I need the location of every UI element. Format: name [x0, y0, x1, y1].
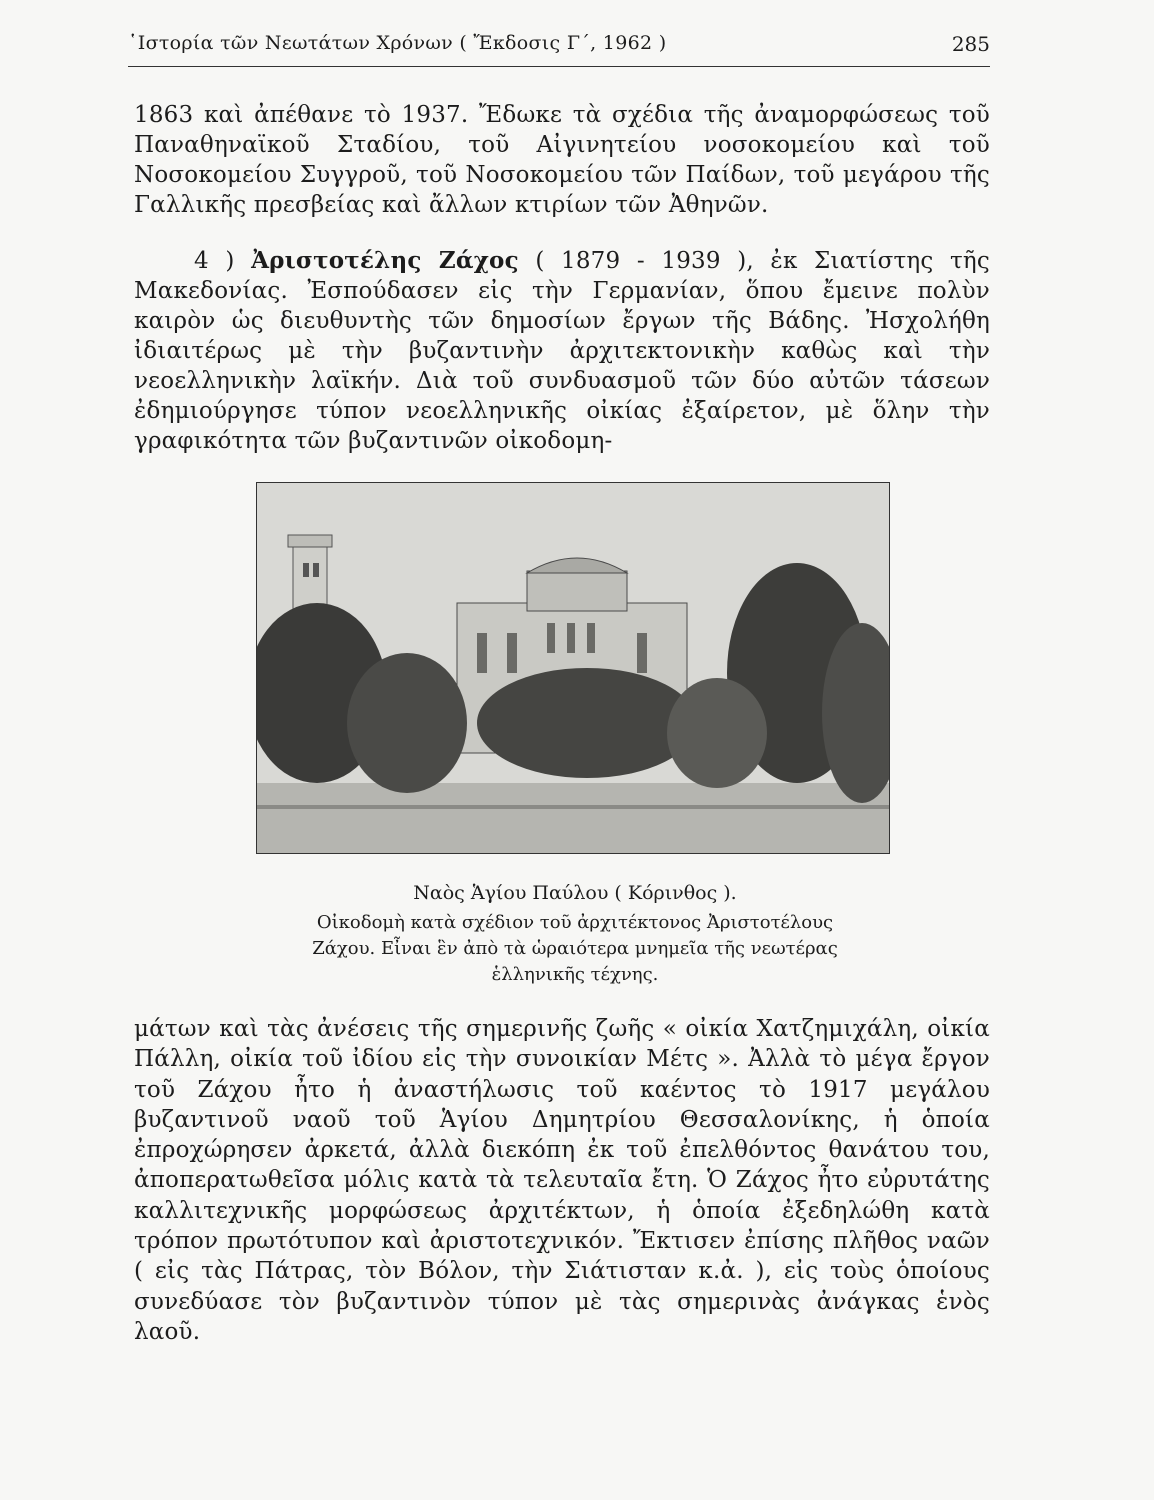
photo-ground: [257, 783, 889, 853]
paragraph-3: μάτων καὶ τὰς ἀνέσεις τῆς σημερινῆς ζωῆς « οἰκία Χατζημιχάλη, οἰκία Πάλλη, οἰκία τοῦ ἰδίου εἰς τὴν συνοικίαν Μέτς ». Ἀλλὰ τὸ μέγα ἔργον τοῦ Ζάχου ἦτο ἡ ἀναστήλωσις τοῦ καέντος τὸ 1917 μεγάλου βυζαντινοῦ ναοῦ τοῦ Ἁγίου Δημητρίου Θεσσαλονίκης, ἡ ὁποία ἐπροχώρησεν ἀρκετά, ἀλλὰ διεκόπη ἐκ τοῦ ἐπελθόντος θανάτου του, ἀποπερατωθεῖσα μόλις κατὰ τὰ τελευταῖα ἔτη. Ὁ Ζάχος ἦτο εὐρυτάτης καλλιτεχνικῆς μορφώσεως ἀρχιτέκτων, ἡ ὁποία ἐξεδηλώθη κατὰ τρόπον πρωτότυπον καὶ ἀριστοτεχνικόν. Ἔκτισεν ἐπίσης πλῆθος ναῶν ( εἰς τὰς Πάτρας, τὸν Βόλον, τὴν Σιάτισταν κ.ἀ. ), εἰς τοὺς ὁποίους συνεδύασε τὸν βυζαντινὸν τύπον μὲ τὰς σημερινὰς ἀνάγκας ἑνὸς λαοῦ.: [134, 1016, 990, 1345]
figure-caption: [260, 880, 890, 988]
church-photograph: [256, 482, 890, 854]
paragraph-2: [134, 246, 990, 456]
page-number: 285: [951, 32, 990, 56]
section-number: 4 ): [194, 248, 235, 274]
photo-path: [257, 805, 889, 809]
book-title: ῾Ιστορία τῶν Νεωτάτων Χρόνων ( Ἔκδοσις Γ΄, 1962 ): [128, 32, 667, 54]
paragraph-1: 1863 καὶ ἀπέθανε τὸ 1937. Ἔδωκε τὰ σχέδια τῆς ἀναμορφώσεως τοῦ Παναθηναϊκοῦ Σταδίου, τοῦ Αἰγινητείου νοσοκομείου καὶ τοῦ Νοσοκομείου Συγγροῦ, τοῦ Νοσοκομείου τῶν Παίδων, τοῦ μεγάρου τῆς Γαλλικῆς πρεσβείας καὶ ἄλλων κτιρίων τῶν Ἀθηνῶν.: [134, 102, 990, 218]
caption-title: Ναὸς Ἁγίου Παύλου ( Κόρινθος ).: [413, 882, 737, 904]
running-header: [128, 32, 990, 67]
caption-line-2: Ζάχου. Εἶναι ἓν ἀπὸ τὰ ὡραιότερα μνημεῖα τῆς νεωτέρας: [312, 938, 838, 959]
church-photo-illustration: [257, 483, 889, 853]
paragraph-2-text: ( 1879 - 1939 ), ἐκ Σιατίστης τῆς Μακεδονίας. Ἐσπούδασεν εἰς τὴν Γερμανίαν, ὅπου ἔμεινε πολὺν καιρὸν ὡς διευθυντὴς τῶν δημοσίων ἔργων τῆς Βάδης. Ἠσχολήθη ἰδιαιτέρως μὲ τὴν βυζαντινὴν ἀρχιτεκτονικὴν καθὼς καὶ τὴν νεοελληνικὴν λαϊκήν. Διὰ τοῦ συνδυασμοῦ τῶν δύο αὐτῶν τάσεων ἐδημιούργησε τύπον νεοελληνικῆς οἰκίας ἐξαίρετον, μὲ ὅλην τὴν γραφικότητα τῶν βυζαντινῶν οἰκοδομη-: [134, 248, 990, 454]
caption-line-1: Οἰκοδομὴ κατὰ σχέδιον τοῦ ἀρχιτέκτονος Ἀριστοτέλους: [316, 912, 834, 933]
caption-line-3: ἑλληνικῆς τέχνης.: [491, 964, 659, 985]
architect-name: Ἀριστοτέλης Ζάχος: [251, 247, 519, 274]
